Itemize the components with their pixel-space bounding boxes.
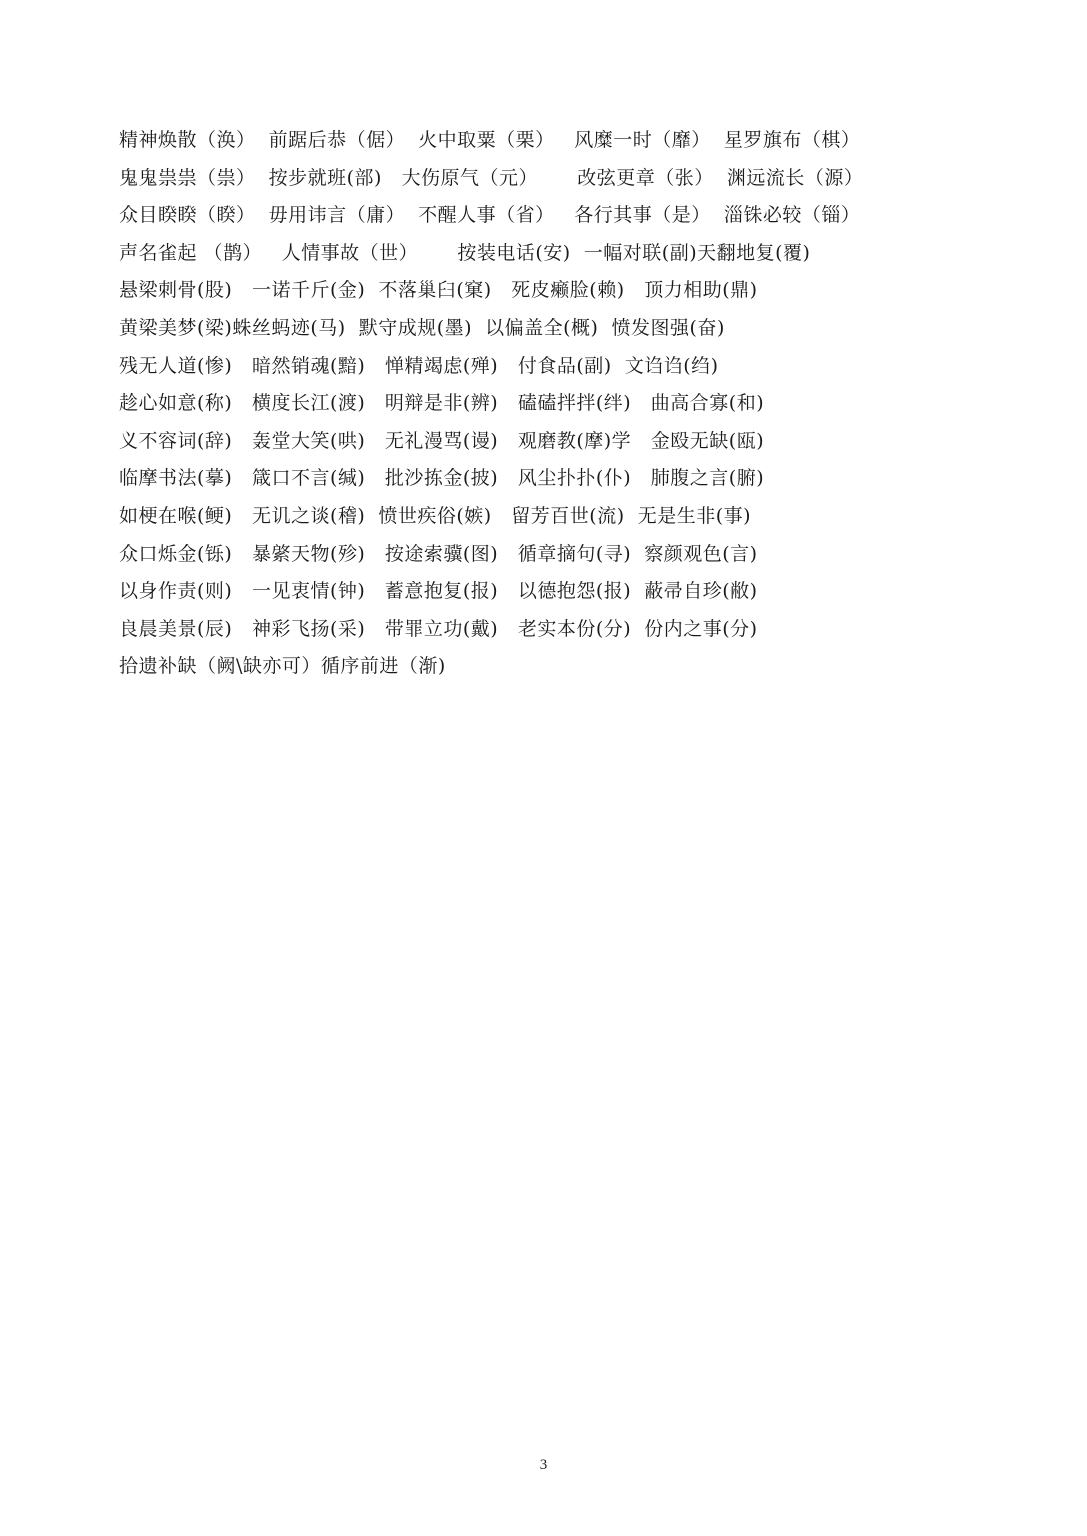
text-line: 众目睽睽（睽） 毋用讳言（庸） 不醒人事（省） 各行其事（是） 淄铢必较（锱）: [119, 204, 861, 227]
text-line: 趁心如意(称) 横度长江(渡) 明辩是非(辨) 磕磕拌拌(绊) 曲高合寡(和): [119, 392, 765, 415]
text-line: 黄梁美梦(梁)蛛丝蚂迹(马) 默守成规(墨) 以偏盖全(概) 愤发图强(奋): [119, 316, 725, 339]
text-line: 精神焕散（涣） 前踞后恭（倨） 火中取粟（栗） 风糜一时（靡） 星罗旗布（棋）: [119, 129, 861, 151]
text-line: 义不容词(辞) 轰堂大笑(哄) 无礼漫骂(谩) 观磨教(摩)学 金殴无缺(瓯): [119, 429, 765, 452]
text-line: 以身作责(则) 一见衷情(钟) 蓄意抱复(报) 以德抱怨(报) 蔽帚自珍(敝): [119, 580, 758, 603]
text-line: 拾遗补缺（阙\缺亦可）循序前进（渐): [119, 655, 446, 678]
text-line: 悬梁刺骨(股) 一诺千斤(金) 不落巢臼(窠) 死皮癞脸(赖) 顶力相助(鼎): [119, 279, 758, 302]
text-line: 鬼鬼祟祟（祟） 按步就班(部) 大伤原气（元） 改弦更章（张） 渊远流长（源）: [119, 166, 864, 189]
text-line: 声名雀起 （鹊） 人情事故（世） 按装电话(安) 一幅对联(副)天翻地复(覆): [119, 241, 811, 264]
idiom-correction-list: [119, 122, 979, 686]
text-line: 残无人道(惨) 暗然销魂(黯) 惮精竭虑(殚) 付食品(副) 文诌诌(绉): [119, 354, 719, 377]
text-line: 众口烁金(铄) 暴綮天物(殄) 按途索骥(图) 循章摘句(寻) 察颜观色(言): [119, 542, 758, 565]
page-number: 3: [539, 1457, 548, 1473]
text-line: 临摩书法(摹) 箴口不言(缄) 批沙拣金(披) 风尘扑扑(仆) 肺腹之言(腑): [119, 467, 765, 490]
text-line: 良晨美景(辰) 神彩飞扬(采) 带罪立功(戴) 老实本份(分) 份内之事(分): [119, 617, 758, 640]
text-line: 如梗在喉(鲠) 无讥之谈(稽) 愤世疾俗(嫉) 留芳百世(流) 无是生非(事): [119, 504, 752, 527]
